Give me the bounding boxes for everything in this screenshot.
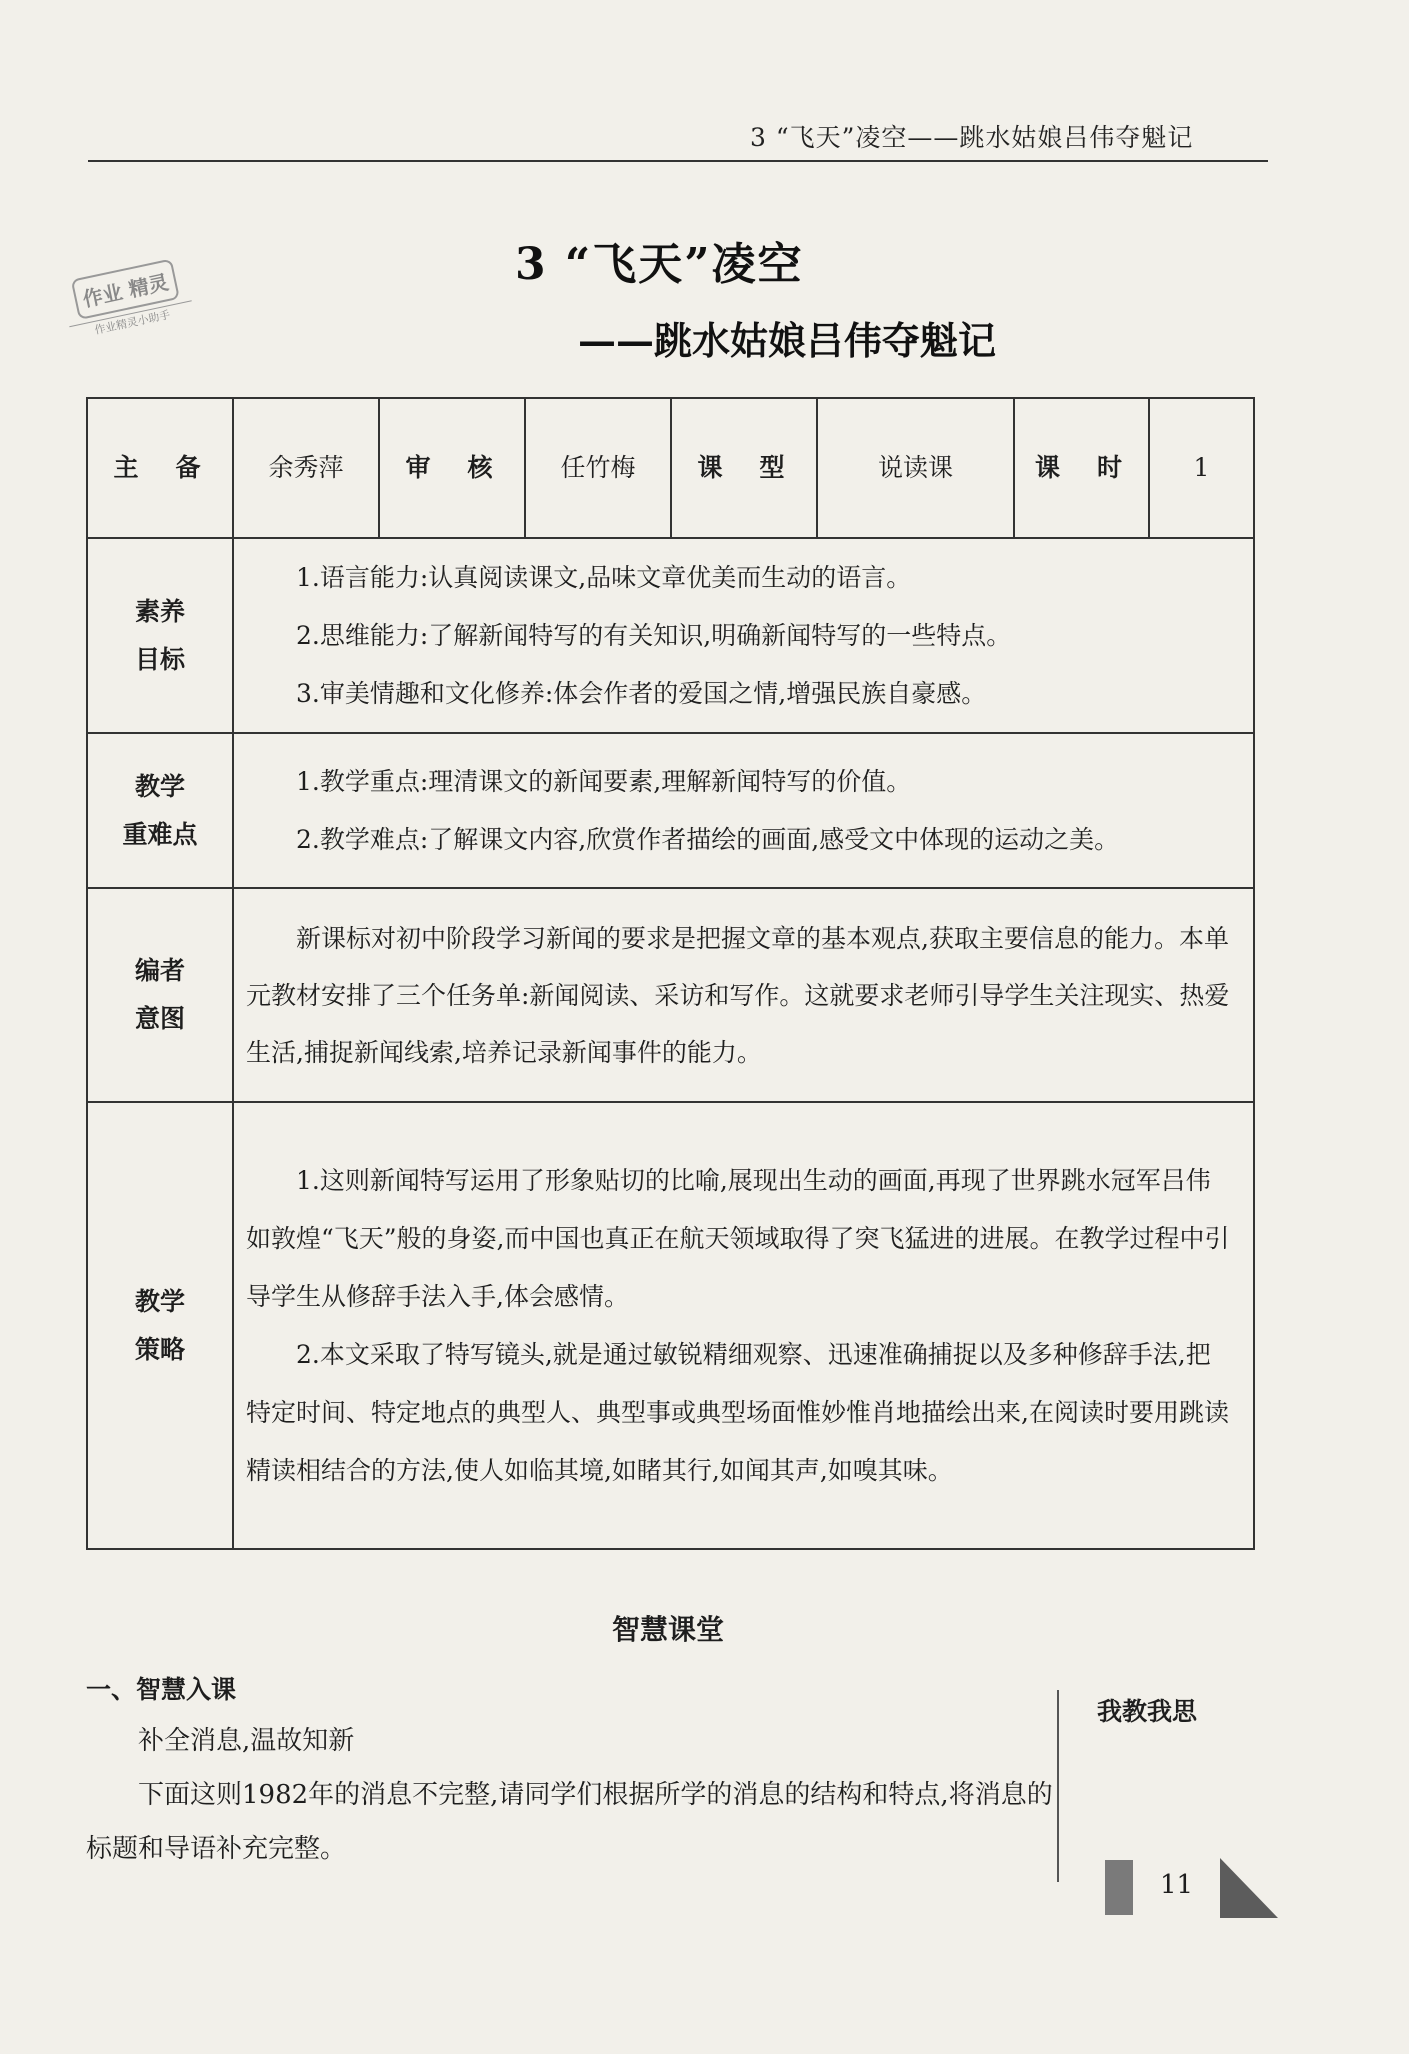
strategy-content: [233, 1102, 1254, 1549]
key-points-row: [87, 733, 1254, 888]
intro-line1: 补全消息,温故知新: [138, 1726, 355, 1756]
chief-value: 余秀萍: [233, 398, 379, 538]
review-label: 审 核: [379, 398, 525, 538]
goals-label-line1: 素养: [134, 596, 185, 626]
intent-label: [87, 888, 233, 1102]
stamp-line2: 作业精灵小助手: [69, 300, 195, 343]
strategy-row: [87, 1102, 1254, 1549]
intent-label-line1: 编者: [134, 956, 185, 985]
type-label: 课 型: [671, 398, 817, 538]
intro-body: [86, 1714, 1054, 1876]
type-value: 说读课: [817, 398, 1014, 538]
goals-content: [233, 538, 1254, 733]
intro-heading: 一、智慧入课: [86, 1675, 237, 1704]
hours-value: 1: [1149, 398, 1254, 538]
goals-label-line2: 目标: [134, 644, 185, 674]
intent-content: [233, 888, 1254, 1102]
page-marker-block: [1105, 1860, 1133, 1915]
lesson-subtitle: ——跳水姑娘吕伟夺魁记: [578, 318, 997, 363]
key-points-content: [233, 733, 1254, 888]
header-rule: [88, 160, 1268, 162]
lesson-plan-table: [86, 397, 1255, 1550]
section-title: 智慧课堂: [612, 1613, 725, 1646]
strategy-item: 1.这则新闻特写运用了形象贴切的比喻,展现出生动的画面,再现了世界跳水冠军吕伟如敦煌“飞天”般的身姿,而中国也真正在航天领域取得了突飞猛进的进展。在教学过程中引导学生从修辞手法入手,体会感情。: [246, 1165, 1230, 1311]
page-number: 11: [1160, 1870, 1194, 1900]
key-point-item: 1.教学重点:理清课文的新闻要素,理解新闻特写的价值。: [296, 766, 912, 796]
intent-row: [87, 888, 1254, 1102]
lesson-title: 3 “飞天”凌空: [515, 239, 804, 290]
page-corner-triangle: [1220, 1858, 1278, 1918]
goals-row: [87, 538, 1254, 733]
key-points-label-line1: 教学: [134, 771, 185, 801]
key-points-label-line2: 重难点: [122, 819, 198, 849]
strategy-item: 2.本文采取了特写镜头,就是通过敏锐精细观察、迅速准确捕捉以及多种修辞手法,把特定时间、特定地点的典型人、典型事或典型场面惟妙惟肖地描绘出来,在阅读时要用跳读精读相结合的方法,使人如临其境,如睹其行,如闻其声,如嗅其味。: [246, 1339, 1229, 1485]
key-point-item: 2.教学难点:了解课文内容,欣赏作者描绘的画面,感受文中体现的运动之美。: [296, 824, 1120, 854]
margin-divider: [1057, 1690, 1059, 1882]
chief-label: 主 备: [87, 398, 233, 538]
strategy-label: [87, 1102, 233, 1549]
strategy-label-line2: 策略: [134, 1334, 185, 1364]
strategy-label-line1: 教学: [134, 1286, 185, 1316]
intent-label-line2: 意图: [134, 1004, 185, 1033]
intro-line2: 下面这则1982年的消息不完整,请同学们根据所学的消息的结构和特点,将消息的标题和导语补充完整。: [86, 1780, 1053, 1864]
running-header: 3 “飞天”凌空——跳水姑娘吕伟夺魁记: [750, 123, 1194, 152]
goal-item: 3.审美情趣和文化修养:体会作者的爱国之情,增强民族自豪感。: [296, 678, 987, 708]
goal-item: 2.思维能力:了解新闻特写的有关知识,明确新闻特写的一些特点。: [296, 620, 1012, 650]
watermark-stamp: [60, 256, 205, 390]
info-row: [87, 398, 1254, 538]
stamp-line1: 作业 精灵: [71, 258, 180, 320]
intent-text: 新课标对初中阶段学习新闻的要求是把握文章的基本观点,获取主要信息的能力。本单元教材安排了三个任务单:新闻阅读、采访和写作。这就要求老师引导学生关注现实、热爱生活,捕捉新闻线索,培养记录新闻事件的能力。: [246, 923, 1230, 1067]
goals-label: [87, 538, 233, 733]
review-value: 任竹梅: [525, 398, 671, 538]
goal-item: 1.语言能力:认真阅读课文,品味文章优美而生动的语言。: [296, 562, 912, 592]
side-note-title: 我教我思: [1097, 1697, 1198, 1726]
hours-label: 课 时: [1014, 398, 1149, 538]
key-points-label: [87, 733, 233, 888]
